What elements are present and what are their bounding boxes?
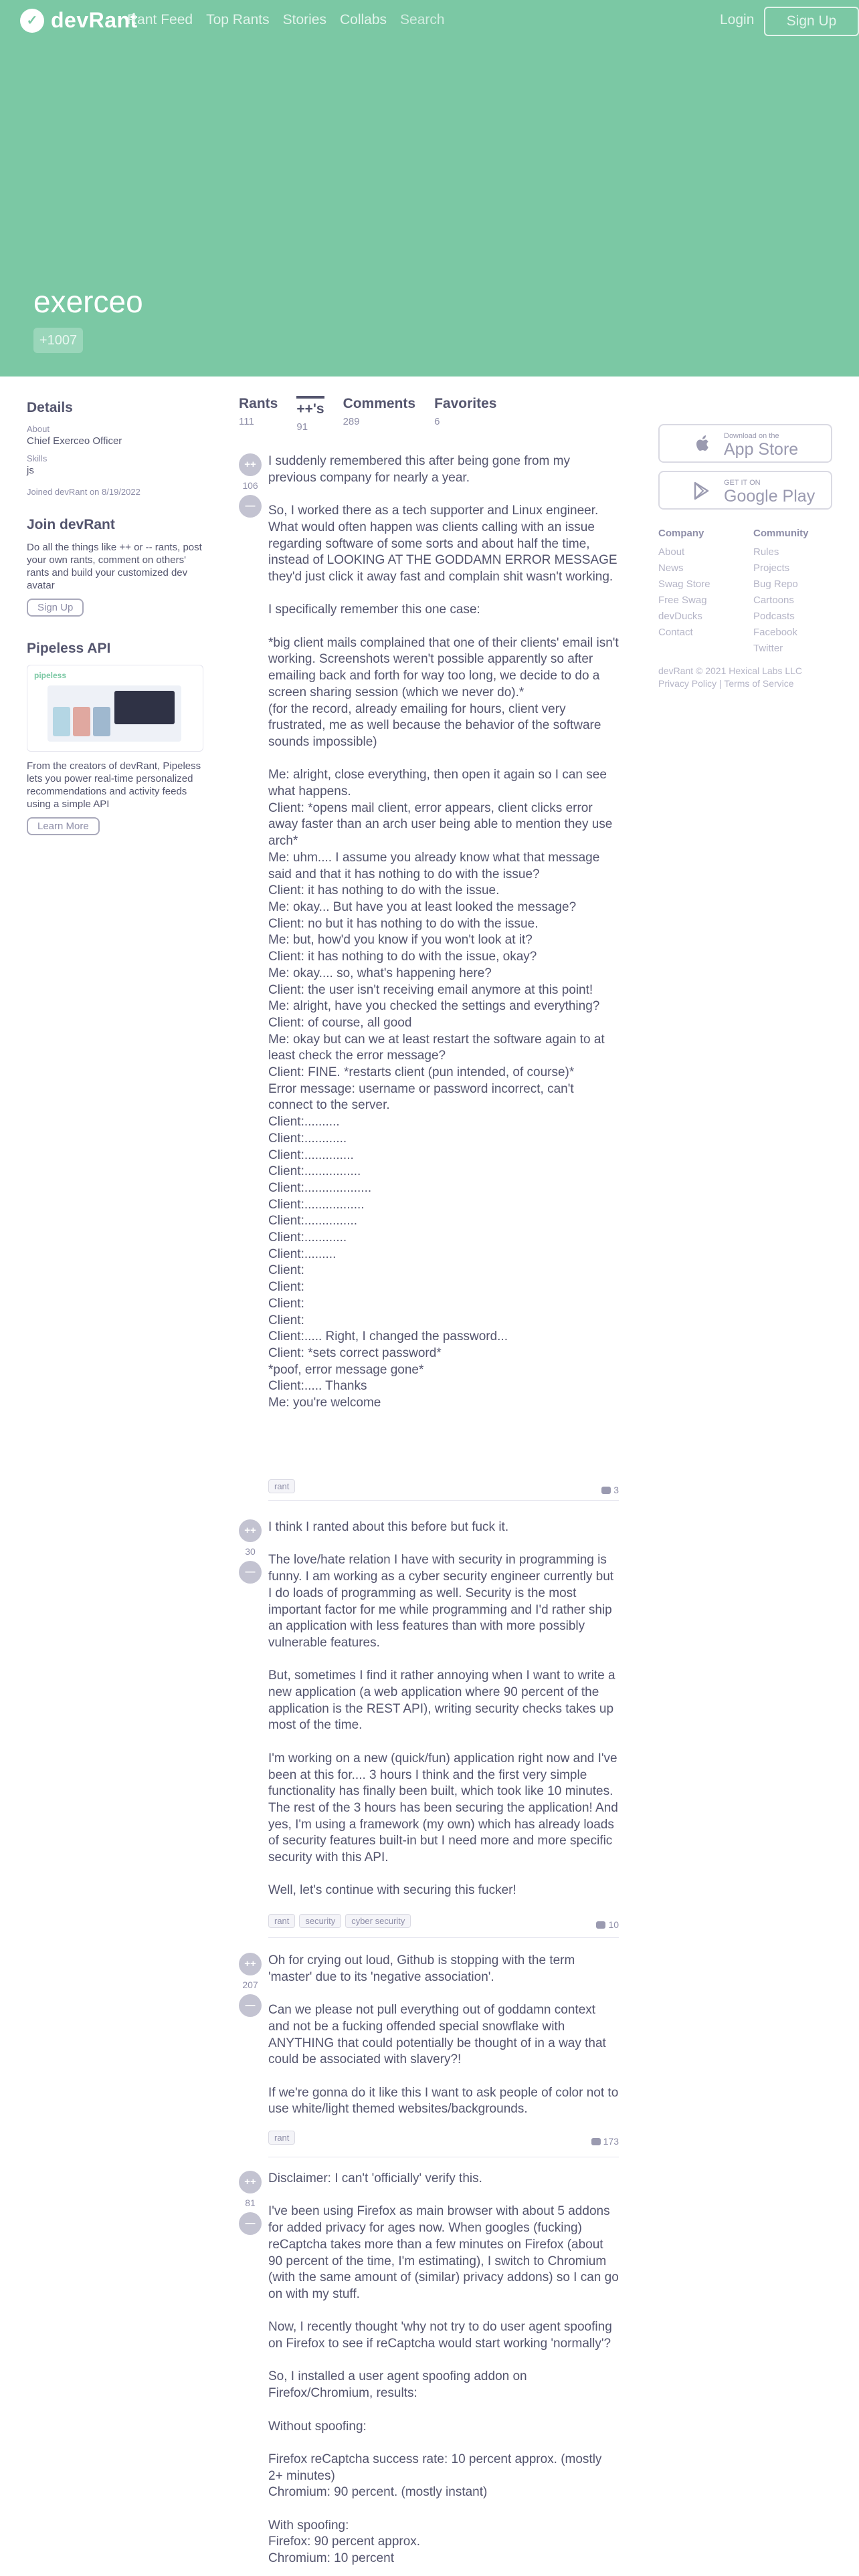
rant-tags xyxy=(268,1914,415,1928)
tab-label: Comments xyxy=(343,396,416,411)
profile-score-badge: +1007 xyxy=(33,328,83,353)
rant-tags xyxy=(268,2131,299,2145)
footer-link-devducks[interactable]: devDucks xyxy=(658,611,702,622)
learn-more-button[interactable]: Learn More xyxy=(27,817,100,835)
vote-controls xyxy=(239,1953,262,2017)
pipeless-tile xyxy=(73,707,90,736)
footer-link-facebook[interactable]: Facebook xyxy=(753,627,797,638)
pipeless-tile xyxy=(93,707,110,736)
search-input[interactable]: Search xyxy=(400,12,445,27)
vote-controls xyxy=(239,453,262,518)
nav-top-rants[interactable]: Top Rants xyxy=(206,12,270,27)
tab-count: 91 xyxy=(296,421,308,433)
upvote-button[interactable]: ++ xyxy=(239,2171,262,2193)
profile-username: exerceo xyxy=(33,284,143,319)
about-value: Chief Exerceo Officer xyxy=(27,435,122,447)
comment-count[interactable] xyxy=(591,2136,619,2147)
footer-link-free-swag[interactable]: Free Swag xyxy=(658,595,707,606)
rant-text[interactable]: Disclaimer: I can't 'officially' verify this. I've been using Firefox as main browser with about 5 addons for added privacy for ages now. When googles (fucking) reCaptcha takes more than a few minutes on Firefox (about 90 percent of the time, I'm estimating), I switch to Chromium (with the same amount of (similar) privacy addons) so I can go on with my stuff. Now, I recently thought 'why not try to do user agent spoofing on Firefox to see if reCaptcha would start working 'normally'? So, I installed a user agent spoofing addon on Firefox/Chromium, results: Without spoofing: Firefox reCaptcha success rate: 10 percent approx. (mostly 2+ minutes) Chromium: 90 percent. (mostly instant) With spoofing: Firefox: 90 percent approx. Chromium: 10 percent xyxy=(268,2171,619,2566)
apple-icon xyxy=(692,434,712,454)
joined-date: Joined devRant on 8/19/2022 xyxy=(27,487,140,497)
tab-label: Favorites xyxy=(434,396,497,411)
community-links xyxy=(753,526,809,657)
rant-item xyxy=(239,1953,619,2153)
comment-count-value: 10 xyxy=(608,1919,619,1930)
comment-count[interactable] xyxy=(596,1919,619,1930)
downvote-button[interactable]: — xyxy=(239,495,262,518)
login-link[interactable]: Login xyxy=(720,12,755,27)
footer-link-swag-store[interactable]: Swag Store xyxy=(658,578,710,590)
logo[interactable] xyxy=(20,8,138,33)
tag[interactable]: security xyxy=(299,1914,341,1928)
upvote-button[interactable]: ++ xyxy=(239,453,262,476)
downvote-button[interactable]: — xyxy=(239,1561,262,1584)
profile-tabs xyxy=(239,396,515,433)
tab-plusplus[interactable] xyxy=(296,396,324,433)
pipeless-code-snippet xyxy=(114,691,175,724)
legal-separator: | xyxy=(719,678,722,689)
rant-text[interactable]: I think I ranted about this before but fuck it. The love/hate relation I have with security in programming is funny. I am working as a cyber security engineer currently but I do loads of programming as well. Security is the most important factor for me while programming and I'd rather ship an application with less features than with more possibly vulnerable features. But, sometimes I find it rather annoying when I want to write a new application (a web application where 90 percent of the application is the REST API), writing security checks takes up most of the time. I'm working on a new (quick/fun) application right now and I've been at this for.... 3 hours I think and the first very simple functionality has finally been built, which took like 10 minutes. The rest of the 3 hours has been securing the application! And yes, I'm using a framework (my own) which has already loads of security features built-in but I need more and more specific security with this API. Well, let's continue with securing this fucker! xyxy=(268,1520,618,1898)
store-name: Google Play xyxy=(724,487,816,506)
copyright-text: devRant © 2021 Hexical Labs LLC xyxy=(658,665,802,676)
details-title: Details xyxy=(27,400,73,415)
nav-collabs[interactable]: Collabs xyxy=(339,12,387,27)
tag[interactable]: rant xyxy=(268,1479,295,1493)
about-label: About xyxy=(27,424,50,434)
tab-comments[interactable] xyxy=(343,396,416,433)
rant-score: 30 xyxy=(245,1546,256,1557)
profile-header xyxy=(0,0,859,377)
tab-label: Rants xyxy=(239,396,278,411)
rant-text[interactable]: I suddenly remembered this after being gone from my previous company for nearly a year. So, I worked there as a tech supporter and Linux engineer. What would often happen was clients calling with an issue regarding software of some sorts and about half the time, instead of LOOKING AT THE GODDAMN ERROR MESSAGE they'd just click it away fast and complain shit wasn't working. I specifically remember this one case: *big client mails complained that one of their clients' email isn't working. Screenshots weren't possible apparently so after emailing back and forth for way too long, we decide to do a screen sharing session (which we never do).* (for the record, already emailing for hours, client very frustrated, me as well because the behavior of the software sounds impossible) Me: alright, close everything, then open it again so I can see what happens. Client: *opens mail client, error appears, client clicks error away faster than an arch user being able to mention they use arch* Me: uhm.... I assume you already know what that message said and that it has nothing to do with the issue? Client: it has nothing to do with the issue. Me: okay... But have you at least looked the message? Client: no but it has nothing to do with the issue. Me: but, how'd you know if you won't look at it? Client: it has nothing to do with the issue, okay? Me: okay.... so, what's happening here? Client: the user isn't receiving email anymore at this point! Me: alright, have you checked the settings and everything? Client: of course, all good Me: okay but can we at least restart the software again to at least check the error message? Client: FINE. *restarts client (pun intended, of course)* Error message: username or password incorrect, can't connect to the server. Client:.......... Client:............ Client:.............. Client:................ Client:................... Client:................. Client:............... Client:............ Client:......... Client: Client: Client: Client: Client:..... Right, I changed the password... Client: *sets correct password* *poof, error message gone* Client:..... Thanks Me: you're welcome xyxy=(268,454,619,1410)
pipeless-tile xyxy=(53,707,70,736)
app-store-button[interactable] xyxy=(658,424,832,463)
signup-button[interactable]: Sign Up xyxy=(764,7,859,36)
footer-link-news[interactable]: News xyxy=(658,562,684,574)
footer-link-cartoons[interactable]: Cartoons xyxy=(753,595,794,606)
rant-divider xyxy=(268,1500,619,1501)
nav-stories[interactable]: Stories xyxy=(282,12,326,27)
rant-divider xyxy=(268,1937,619,1938)
tab-favorites[interactable] xyxy=(434,396,496,433)
company-links xyxy=(658,526,710,641)
left-sidebar xyxy=(27,400,207,835)
store-name: App Store xyxy=(724,440,799,459)
footer-link-rules[interactable]: Rules xyxy=(753,546,779,558)
join-description: Do all the things like ++ or -- rants, post your own rants, comment on others' rants and build your customized dev avatar xyxy=(27,542,202,591)
store-caption: GET IT ON xyxy=(724,479,761,487)
rant-item xyxy=(239,2171,619,2576)
pipeless-preview-image[interactable] xyxy=(27,665,203,752)
nav-links xyxy=(127,12,458,28)
google-play-button[interactable] xyxy=(658,471,832,510)
company-title: Company xyxy=(658,528,704,539)
top-nav xyxy=(0,0,859,43)
pipeless-description: From the creators of devRant, Pipeless lets you power real-time personalized recommendations and activity feeds using a simple API xyxy=(27,760,201,810)
comment-bubble-icon xyxy=(591,2138,601,2145)
footer-link-podcasts[interactable]: Podcasts xyxy=(753,611,795,622)
rant-item xyxy=(239,453,619,1497)
tag[interactable]: rant xyxy=(268,1914,295,1928)
community-title: Community xyxy=(753,528,809,539)
devrant-logo-icon: ✓ xyxy=(20,9,44,33)
tab-rants[interactable] xyxy=(239,396,278,433)
tag[interactable]: cyber security xyxy=(345,1914,411,1928)
legal-links xyxy=(658,677,802,690)
pipeless-logo: pipeless xyxy=(34,671,67,680)
rant-item xyxy=(239,1519,619,1934)
footer-link-contact[interactable]: Contact xyxy=(658,627,693,638)
upvote-button[interactable]: ++ xyxy=(239,1519,262,1542)
downvote-button[interactable]: — xyxy=(239,1994,262,2017)
rant-tags xyxy=(268,1479,299,1493)
footer-copyright xyxy=(658,665,802,690)
rant-score: 207 xyxy=(242,1979,258,1990)
footer-link-projects[interactable]: Projects xyxy=(753,562,790,574)
rant-score: 106 xyxy=(242,480,258,491)
rant-score: 81 xyxy=(245,2197,256,2208)
comment-bubble-icon xyxy=(596,1921,605,1929)
store-caption: Download on the xyxy=(724,432,779,440)
privacy-policy-link[interactable]: Privacy Policy xyxy=(658,678,717,689)
skills-label: Skills xyxy=(27,453,47,463)
skills-value: js xyxy=(27,465,34,476)
tab-count: 289 xyxy=(343,416,360,427)
pipeless-title: Pipeless API xyxy=(27,641,111,656)
rant-text[interactable]: Oh for crying out loud, Github is stopping with the term 'master' due to its 'negative association'. Can we please not pull everything out of goddamn context and not be a fucking offended special snowflake with ANYTHING that could potentially be thought of in a way that could be associated with slavery?! If we're gonna do it like this I want to ask people of color not to use white/light themed websites/backgrounds. xyxy=(268,1953,619,2117)
vote-controls xyxy=(239,2171,262,2235)
footer-link-twitter[interactable]: Twitter xyxy=(753,643,783,654)
comment-count-value: 3 xyxy=(613,1485,619,1495)
comment-count[interactable] xyxy=(601,1485,619,1495)
tag[interactable]: rant xyxy=(268,2131,295,2145)
comment-count-value: 173 xyxy=(603,2136,619,2147)
tab-count: 111 xyxy=(239,416,254,427)
terms-link[interactable]: Terms of Service xyxy=(724,678,794,689)
tab-count: 6 xyxy=(434,416,440,427)
tab-label: ++'s xyxy=(296,396,324,417)
comment-bubble-icon xyxy=(601,1487,611,1494)
downvote-button[interactable]: — xyxy=(239,2212,262,2235)
vote-controls xyxy=(239,1519,262,1584)
upvote-button[interactable]: ++ xyxy=(239,1953,262,1975)
join-title: Join devRant xyxy=(27,517,115,532)
footer-link-bug-repo[interactable]: Bug Repo xyxy=(753,578,798,590)
footer-link-about[interactable]: About xyxy=(658,546,685,558)
google-play-icon xyxy=(692,481,712,501)
join-signup-button[interactable]: Sign Up xyxy=(27,599,84,617)
logo-text: devRant xyxy=(51,8,138,32)
nav-rant-feed[interactable]: Rant Feed xyxy=(127,12,193,27)
